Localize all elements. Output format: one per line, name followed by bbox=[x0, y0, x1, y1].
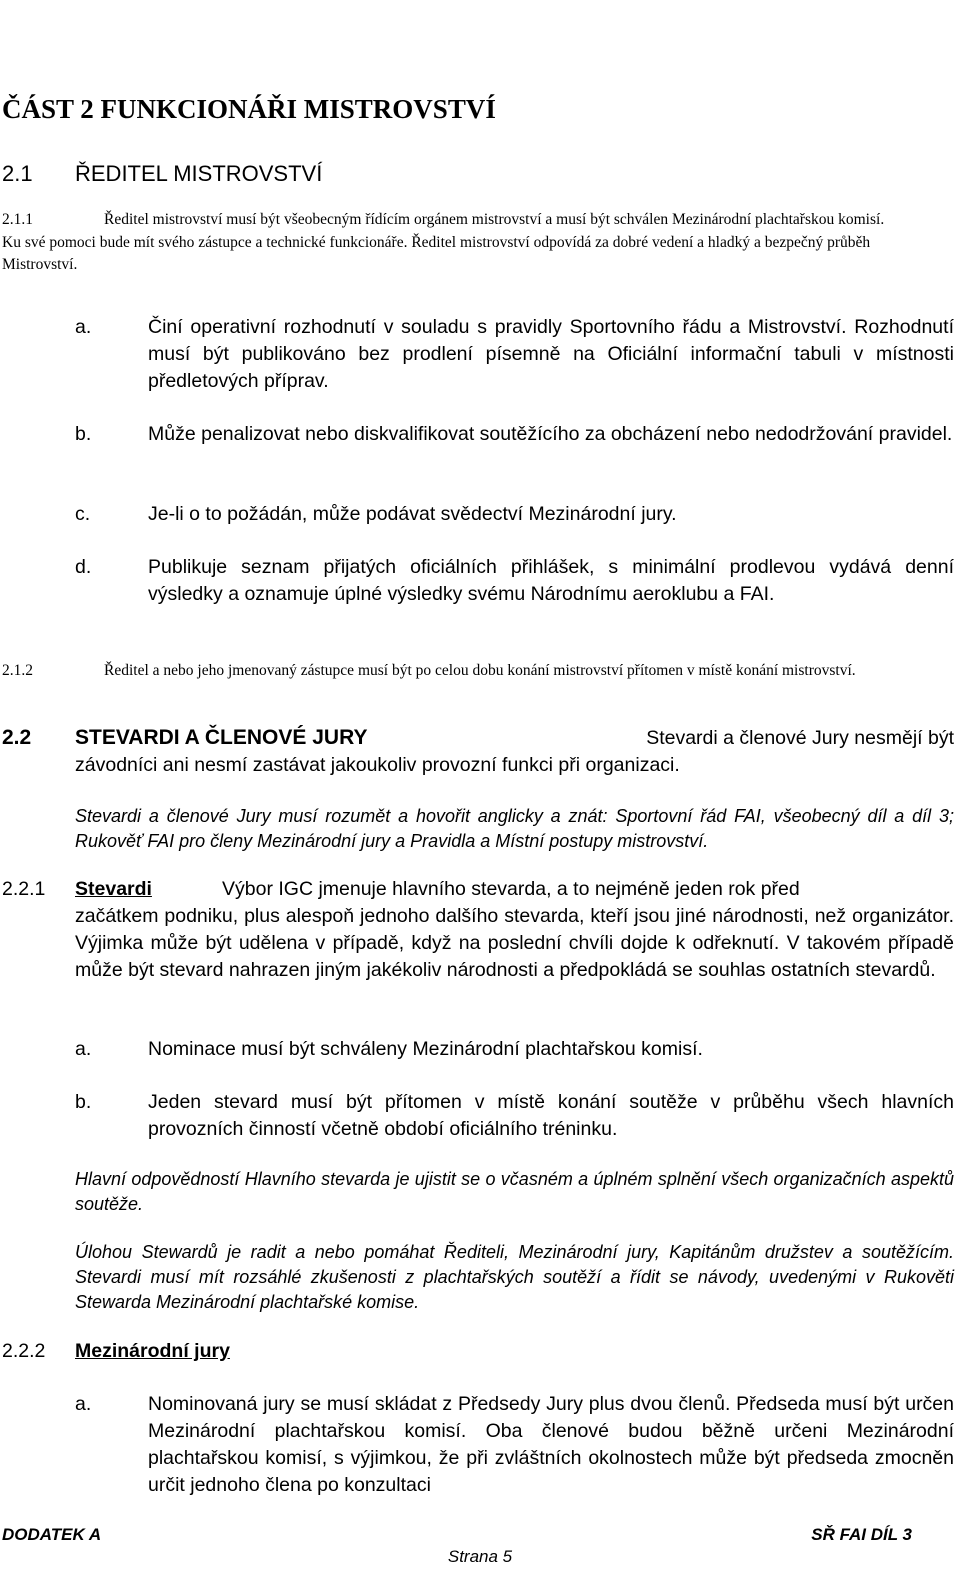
director-item-b-marker: b. bbox=[75, 423, 92, 445]
director-item-b-text: Může penalizovat nebo diskvalifikovat soutěžícího za obcházení nebo nedodržování pravidel. bbox=[148, 423, 953, 445]
clause-2-2-1-text-first: Výbor IGC jmenuje hlavního stevarda, a to nejméně jeden rok před bbox=[222, 878, 800, 900]
clause-2-2-1-italic1: Hlavní odpovědností Hlavního stevarda je ujistit se o včasném a úplném splnění všech organizačních aspektů soutěže. bbox=[75, 1169, 954, 1214]
section-2-2-number: 2.2 bbox=[2, 726, 32, 749]
footer-right: SŘ FAI DÍL 3 bbox=[811, 1525, 912, 1544]
clause-2-2-2-title: Mezinárodní jury bbox=[75, 1340, 230, 1362]
section-2-2-text-first: Stevardi a členové Jury nesmějí být bbox=[646, 727, 954, 749]
section-2-2-italic-note: Stevardi a členové Jury musí rozumět a hovořit anglicky a znát: Sportovní řád FAI, všeobecný díl a díl 3; Rukověť FAI pro členy Mezinárodní jury a Pravidla a Místní postupy mistrovství. bbox=[75, 806, 954, 851]
jury-item-a-marker: a. bbox=[75, 1393, 92, 1415]
part-heading: ČÁST 2 FUNKCIONÁŘI MISTROVSTVÍ bbox=[2, 94, 496, 124]
clause-2-1-1-number: 2.1.1 bbox=[2, 211, 33, 228]
director-item-c-text: Je-li o to požádán, může podávat svědectví Mezinárodní jury. bbox=[148, 503, 677, 525]
footer-left: DODATEK A bbox=[2, 1525, 102, 1544]
page-number: Strana 5 bbox=[447, 1547, 513, 1566]
section-2-1-title: ŘEDITEL MISTROVSTVÍ bbox=[75, 161, 323, 186]
steward-item-a-text: Nominace musí být schváleny Mezinárodní plachtařskou komisí. bbox=[148, 1038, 703, 1060]
steward-item-b-text: Jeden stevard musí být přítomen v místě konání soutěže v průběhu všech hlavních provozních činností včetně období oficiálního tréninku. bbox=[148, 1091, 954, 1140]
clause-2-2-1-italic2: Úlohou Stewardů je radit a nebo pomáhat Řediteli, Mezinárodní jury, Kapitánům družstev a soutěžícím. Stevardi musí mít rozsáhlé zkušenosti z plachtařských soutěží a řídit se návody, uvedenými v Rukověti Stewarda Mezinárodní plachtařské komise. bbox=[75, 1242, 954, 1312]
director-item-d-marker: d. bbox=[75, 556, 92, 578]
clause-2-1-1-line1: Ředitel mistrovství musí být všeobecným řídícím orgánem mistrovství a musí být schválen Mezinárodní plachtařskou komisí. bbox=[104, 211, 885, 228]
section-2-1-number: 2.1 bbox=[2, 161, 33, 186]
section-2-2-text: závodníci ani nesmí zastávat jakoukoliv provozní funkci při organizaci. bbox=[75, 754, 680, 776]
clause-2-2-2-number: 2.2.2 bbox=[2, 1340, 46, 1362]
director-item-d-text: Publikuje seznam přijatých oficiálních přihlášek, s minimální prodlevou vydává denní výsledky a oznamuje úplné výsledky svému Národnímu aeroklubu a FAI. bbox=[148, 556, 954, 605]
steward-item-a-marker: a. bbox=[75, 1038, 92, 1060]
clause-2-2-1-title: Stevardi bbox=[75, 878, 152, 900]
steward-item-b-marker: b. bbox=[75, 1091, 92, 1113]
section-2-2-title: STEVARDI A ČLENOVÉ JURY bbox=[75, 726, 368, 749]
clause-2-2-1-number: 2.2.1 bbox=[2, 878, 46, 900]
clause-2-1-1-text: Ku své pomoci bude mít svého zástupce a technické funkcionáře. Ředitel mistrovství odpovídá za dobré vedení a hladký a bezpečný průběh Mistrovství. bbox=[2, 234, 871, 273]
director-item-a-marker: a. bbox=[75, 316, 92, 338]
clause-2-2-1-text: začátkem podniku, plus alespoň jednoho dalšího stevarda, kteří jsou jiné národnosti, než organizátor. Výjimka může být udělena v případě, když na poslední chvíli dojde k odřeknutí. V takovém případě může být stevard nahrazen jiným jakékoliv národnosti a předpokládá se souhlas ostatních stevardů. bbox=[75, 905, 954, 981]
clause-2-1-2-number: 2.1.2 bbox=[2, 662, 33, 679]
director-item-c-marker: c. bbox=[75, 503, 91, 525]
clause-2-1-2-text: Ředitel a nebo jeho jmenovaný zástupce musí být po celou dobu konání mistrovství přítomen v místě konání mistrovství. bbox=[104, 662, 856, 679]
director-item-a-text: Činí operativní rozhodnutí v souladu s pravidly Sportovního řádu a Mistrovství. Rozhodnutí musí být publikováno bez prodlení písemně na Oficiální informační tabuli v místnosti předletových příprav. bbox=[148, 316, 954, 392]
jury-item-a-text: Nominovaná jury se musí skládat z Předsedy Jury plus dvou členů. Předseda musí být určen Mezinárodní plachtařskou komisí. Oba členové budou běžně určeni Mezinárodní plachtařskou komisí, s výjimkou, že při zvláštních okolnostech může být předseda zmocněn určit jednoho člena po konzultaci bbox=[148, 1393, 954, 1496]
